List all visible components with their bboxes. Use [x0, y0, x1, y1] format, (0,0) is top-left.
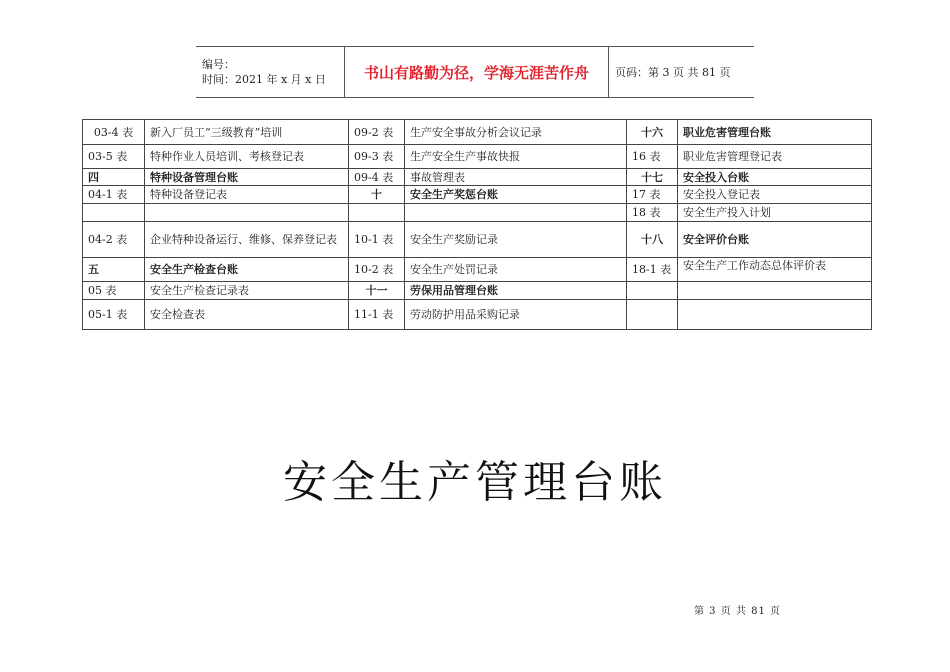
table-cell: 安全生产检查记录表: [145, 282, 349, 300]
table-row: [83, 258, 872, 282]
table-row: [83, 282, 872, 300]
table-cell: 企业特种设备运行、维修、保养登记表: [145, 222, 349, 258]
table-cell: 05 表: [83, 282, 145, 300]
table-cell: 新入厂员工“三级教育”培训: [145, 120, 349, 145]
table-cell: [145, 204, 349, 222]
table-cell: 18 表: [627, 204, 678, 222]
table-cell: 03-5 表: [83, 145, 145, 169]
table-cell: 安全生产检查台账: [145, 258, 349, 282]
table-cell: 劳动防护用品采购记录: [405, 300, 627, 330]
doc-time-label: 时间：2021 年 x 月 x 日: [202, 73, 326, 86]
table-cell: 职业危害管理台账: [678, 120, 872, 145]
table-cell: 安全投入登记表: [678, 186, 872, 204]
table-cell: 16 表: [627, 145, 678, 169]
page-footer: 第 3 页 共 81 页: [694, 606, 781, 617]
header-meta: [196, 47, 345, 97]
table-row: [83, 186, 872, 204]
table-cell: 五: [83, 258, 145, 282]
table-cell: 04-1 表: [83, 186, 145, 204]
header-page-info: 页码：第 3 页 共 81 页: [615, 66, 731, 79]
table-cell: 十六: [627, 120, 678, 145]
table-cell: 安全评价台账: [678, 222, 872, 258]
table-cell: 十: [349, 186, 405, 204]
page-header: [196, 46, 754, 98]
table-cell: 十七: [627, 169, 678, 186]
table-cell: 03-4 表: [83, 120, 145, 145]
table-row: [83, 204, 872, 222]
table-cell: 安全生产奖励记录: [405, 222, 627, 258]
table-cell: 职业危害管理登记表: [678, 145, 872, 169]
doc-number-label: 编号：: [202, 58, 235, 71]
table-cell: 05-1 表: [83, 300, 145, 330]
table-cell: 11-1 表: [349, 300, 405, 330]
table-cell: [678, 300, 872, 330]
table-cell: 10-2 表: [349, 258, 405, 282]
table-cell: 安全生产奖惩台账: [405, 186, 627, 204]
table-cell: 劳保用品管理台账: [405, 282, 627, 300]
table-row: [83, 145, 872, 169]
table-cell: [405, 204, 627, 222]
table-cell: 十一: [349, 282, 405, 300]
table-cell: [627, 300, 678, 330]
table-row: [83, 300, 872, 330]
table-cell: 04-2 表: [83, 222, 145, 258]
table-cell: 17 表: [627, 186, 678, 204]
table-cell: 特种作业人员培训、考核登记表: [145, 145, 349, 169]
table-cell: 安全生产工作动态总体评价表: [678, 258, 872, 282]
table-cell: 十八: [627, 222, 678, 258]
table-cell: 安全投入台账: [678, 169, 872, 186]
table-row: [83, 222, 872, 258]
table-cell: [83, 204, 145, 222]
table-cell: 四: [83, 169, 145, 186]
document-title: 安全生产管理台账: [283, 457, 667, 508]
table-cell: 特种设备登记表: [145, 186, 349, 204]
table-cell: 18-1 表: [627, 258, 678, 282]
table-cell: 特种设备管理台账: [145, 169, 349, 186]
table-cell: 09-4 表: [349, 169, 405, 186]
ledger-index-table: [82, 119, 872, 330]
table-cell: 生产安全生产事故快报: [405, 145, 627, 169]
table-cell: 09-3 表: [349, 145, 405, 169]
table-cell: 安全生产处罚记录: [405, 258, 627, 282]
table-cell: 生产安全事故分析会议记录: [405, 120, 627, 145]
table-cell: 事故管理表: [405, 169, 627, 186]
table-row: [83, 120, 872, 145]
table-cell: [678, 282, 872, 300]
header-motto: 书山有路勤为径，学海无涯苦作舟: [345, 47, 609, 97]
table-cell: [627, 282, 678, 300]
table-cell: 10-1 表: [349, 222, 405, 258]
table-cell: [349, 204, 405, 222]
table-cell: 安全检查表: [145, 300, 349, 330]
table-cell: 安全生产投入计划: [678, 204, 872, 222]
table-row: [83, 169, 872, 186]
table-cell: 09-2 表: [349, 120, 405, 145]
